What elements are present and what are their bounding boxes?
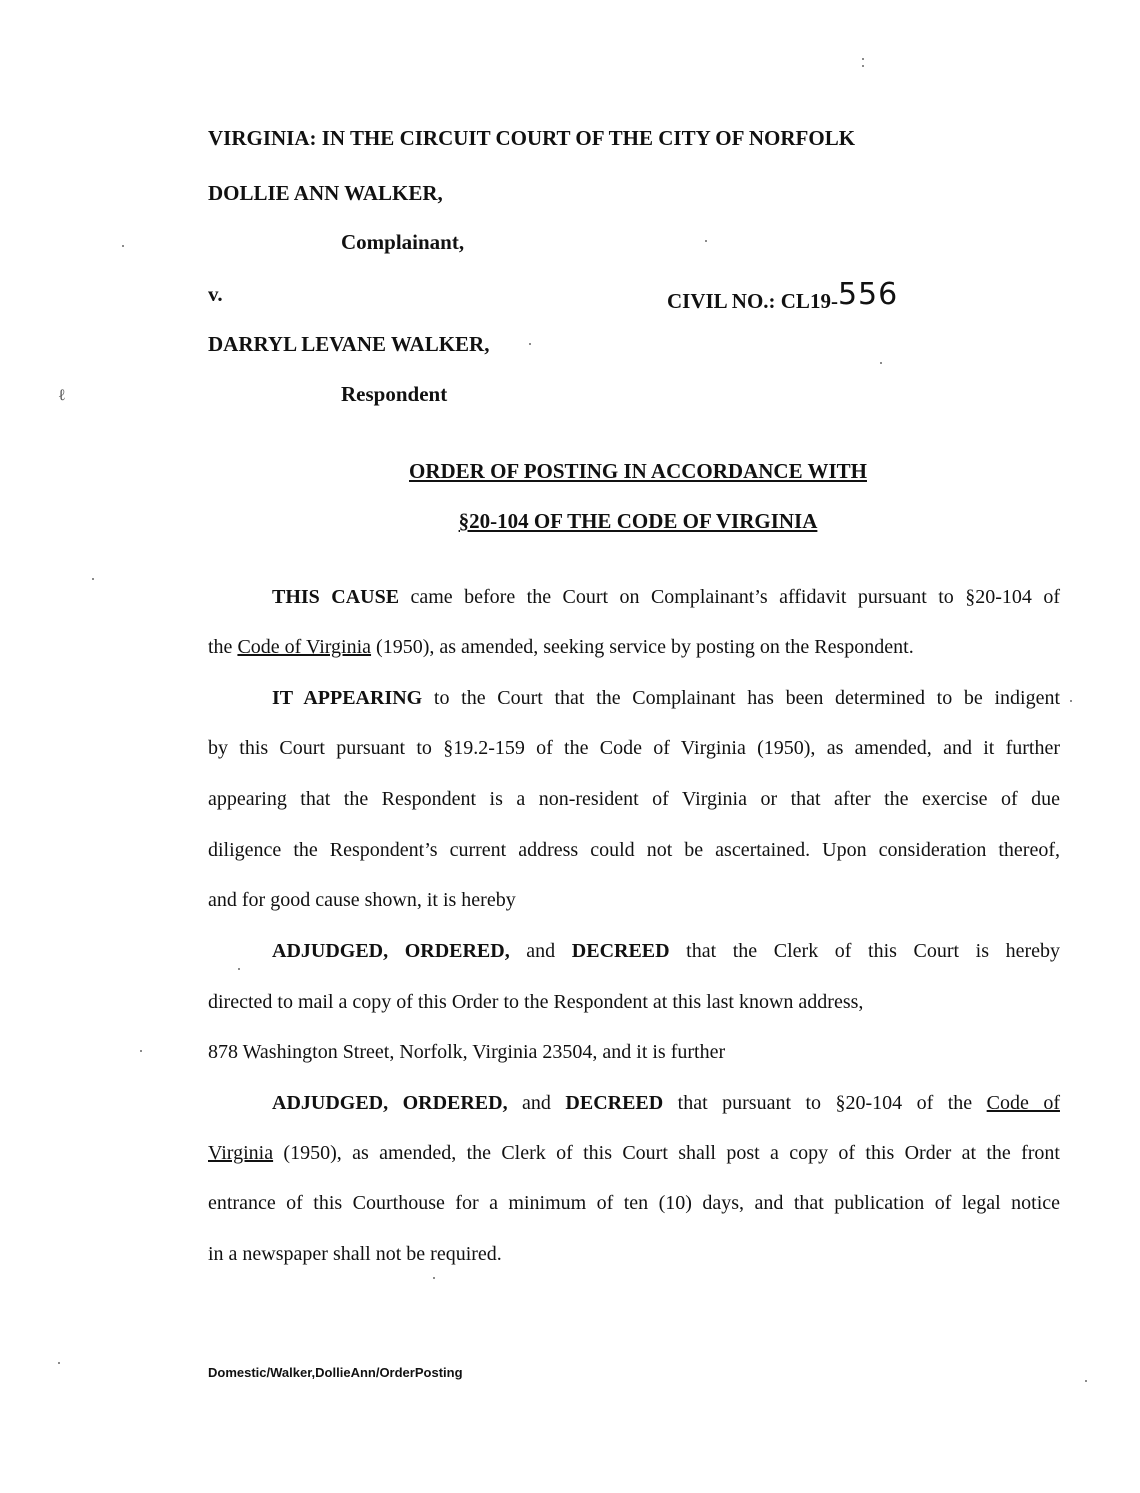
it-appearing-lead: IT APPEARING xyxy=(272,687,423,709)
virginia-ref: Virginia xyxy=(208,1142,274,1164)
court-heading: VIRGINIA: IN THE CIRCUIT COURT OF THE CITY OF NORFOLK xyxy=(208,126,856,150)
this-cause-lead: THIS CAUSE xyxy=(272,586,400,608)
paragraph-1-text: came before the Court on Complainant’s affidavit pursuant to §20-104 of xyxy=(399,586,1060,608)
paragraph-1-line-2 xyxy=(208,636,914,659)
civil-number-handwritten: 556 xyxy=(837,277,899,312)
scan-speck xyxy=(433,1277,435,1279)
paragraph-4-line-4: in a newspaper shall not be required. xyxy=(208,1243,502,1265)
scan-speck xyxy=(238,968,240,970)
paragraph-1-prefix: the xyxy=(208,636,238,658)
respondent-address: 878 Washington Street, Norfolk, Virginia 23504, and it is further xyxy=(208,1041,726,1063)
paragraph-3-line-2: directed to mail a copy of this Order to the Respondent at this last known address, xyxy=(208,991,864,1013)
scan-speck xyxy=(880,362,882,364)
decreed-word-2: DECREED xyxy=(565,1092,664,1114)
scan-speck xyxy=(92,578,94,580)
and-word: and xyxy=(509,940,572,962)
paragraph-2-line-5: and for good cause shown, it is hereby xyxy=(208,889,516,911)
paragraph-3-line-1 xyxy=(272,940,1060,963)
paragraph-4-text: that pursuant to §20-104 of the xyxy=(663,1092,987,1114)
complainant-role: Complainant, xyxy=(341,230,465,254)
decreed-word: DECREED xyxy=(571,940,670,962)
paragraph-4-line-3: entrance of this Courthouse for a minimum of ten (10) days, and that publication of legal notice xyxy=(208,1192,1060,1214)
versus-label: v. xyxy=(208,282,223,306)
scan-speck xyxy=(705,240,707,242)
scan-speck xyxy=(140,1050,142,1052)
respondent-name: DARRYL LEVANE WALKER, xyxy=(208,332,490,356)
paragraph-1-tail: (1950), as amended, seeking service by posting on the Respondent. xyxy=(371,636,914,658)
paragraph-3-text: that the Clerk of this Court is hereby xyxy=(669,940,1060,962)
order-title-line2: §20-104 OF THE CODE OF VIRGINIA xyxy=(458,509,818,533)
code-of-ref: Code of xyxy=(986,1092,1060,1114)
code-of-virginia-ref: Code of Virginia xyxy=(237,636,372,658)
scan-mark: ℓ xyxy=(58,387,66,404)
and-word-2: and xyxy=(507,1092,566,1114)
paragraph-4-line-2-text: (1950), as amended, the Clerk of this Court shall post a copy of this Order at the front xyxy=(273,1142,1060,1164)
order-title-line1: ORDER OF POSTING IN ACCORDANCE WITH xyxy=(409,459,867,483)
paragraph-2-line-3: appearing that the Respondent is a non-resident of Virginia or that after the exercise of due xyxy=(208,788,1060,810)
adjudged-ordered-lead-2: ADJUDGED, ORDERED, xyxy=(272,1092,508,1114)
paragraph-2-text: to the Court that the Complainant has been determined to be indigent xyxy=(422,687,1061,709)
paragraph-4-line-1 xyxy=(272,1092,1060,1115)
document-path-footer: Domestic/Walker,DollieAnn/OrderPosting xyxy=(208,1365,463,1380)
paragraph-2-line-2: by this Court pursuant to §19.2-159 of the Code of Virginia (1950), as amended, and it further xyxy=(208,737,1060,759)
scan-speck xyxy=(862,65,864,67)
scan-speck xyxy=(1070,700,1072,702)
scan-speck xyxy=(529,343,531,345)
civil-number-label: CIVIL NO.: CL19- xyxy=(667,289,838,313)
scan-speck xyxy=(122,245,124,247)
scan-speck xyxy=(58,1362,60,1364)
paragraph-4-line-2 xyxy=(208,1142,1060,1165)
scan-speck xyxy=(862,58,864,60)
paragraph-2-line-4: diligence the Respondent’s current address could not be ascertained. Upon consideration thereof, xyxy=(208,839,1060,861)
adjudged-ordered-lead: ADJUDGED, ORDERED, xyxy=(272,940,510,962)
civil-number xyxy=(667,277,899,316)
paragraph-2-line-1 xyxy=(272,687,1060,710)
complainant-name: DOLLIE ANN WALKER, xyxy=(208,181,443,205)
paragraph-1-line-1 xyxy=(272,586,1060,609)
respondent-role: Respondent xyxy=(341,382,448,406)
scan-speck xyxy=(1085,1380,1087,1382)
